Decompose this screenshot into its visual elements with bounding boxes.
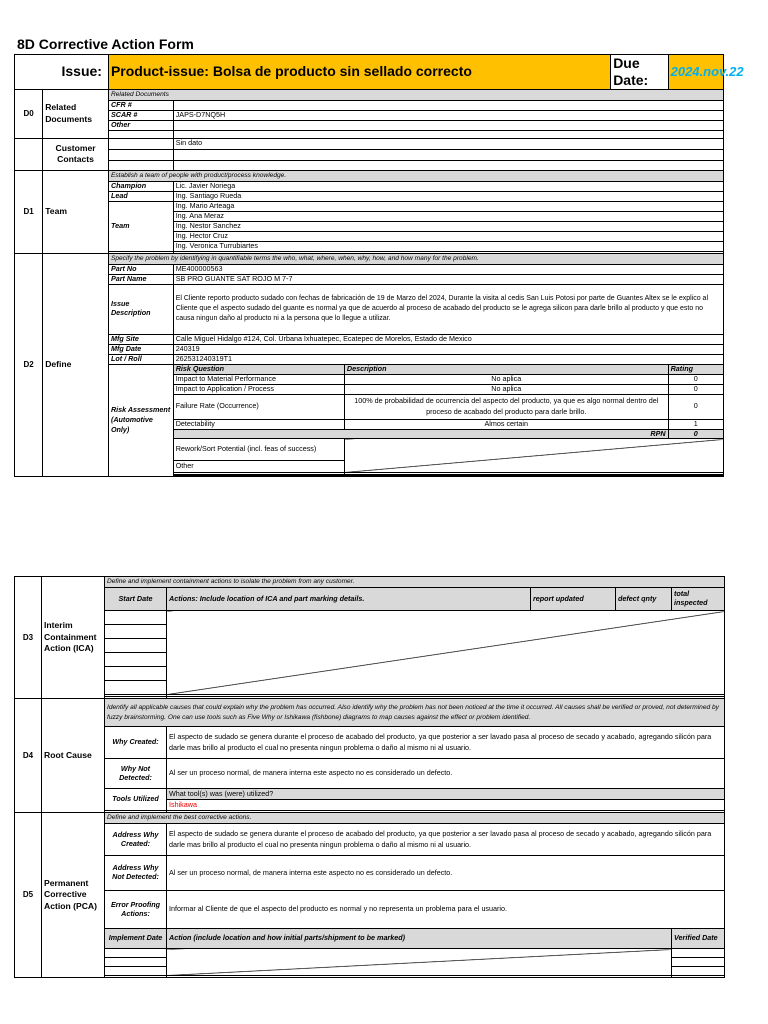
part-name-label: Part Name — [108, 274, 173, 284]
pca-action-header: Action (include location and how initial parts/shipment to be marked) — [167, 929, 672, 949]
issue-label: Issue: — [15, 55, 109, 90]
ica-start-date-header: Start Date — [105, 588, 167, 611]
part-no-value: ME400000563 — [173, 264, 723, 274]
due-date-value: 2024.nov.22 — [668, 55, 723, 90]
blank-cell — [173, 476, 344, 477]
scar-value: JAPS-D7NQ5H — [173, 110, 723, 120]
part-no-label: Part No — [108, 264, 173, 274]
team-member: Ing. Mario Arteaga — [173, 201, 723, 211]
team-member: Ing. Ana Meraz — [173, 211, 723, 221]
blank-cell — [105, 611, 167, 625]
mfg-date-label: Mfg Date — [108, 344, 173, 354]
rpn-label: RPN — [173, 429, 668, 439]
risk-description-header: Description — [344, 364, 668, 374]
d3-hint: Define and implement containment actions to isolate the problem from any customer. — [105, 577, 725, 588]
risk-description: 100% de probabilidad de ocurrencia del aspecto del producto, ya que es algo normal dentro del proceso de acabado del producto para darle brillo. — [344, 394, 668, 419]
risk-question: Impact to Material Performance — [173, 374, 344, 384]
blank-cell — [105, 653, 167, 667]
blank-cell — [108, 160, 173, 170]
risk-question: Failure Rate (Occurrence) — [173, 394, 344, 419]
error-proofing-value: Informar al Cliente de que el aspecto del producto es normal y no representa un problema para el usuario. — [167, 891, 725, 929]
blank-cell — [105, 967, 167, 976]
cfr-label: CFR # — [108, 100, 173, 110]
blank-slashed-cell — [167, 611, 725, 695]
d1-name: Team — [43, 170, 109, 253]
risk-rating: 0 — [668, 384, 723, 394]
team-label: Team — [108, 201, 173, 251]
contacts-code-cell — [15, 138, 43, 170]
d5-code: D5 — [15, 813, 42, 978]
ica-actions-header: Actions: Include location of ICA and part marking details. — [167, 588, 531, 611]
d0-name: Related Documents — [43, 89, 109, 138]
address-why-created-value: El aspecto de sudado se genera durante el proceso de acabado del producto, ya que posterior a ser lavado pasa al proceso de secado y acabado, agregando silicón para darle mas brillo al producto el cual no presenta ningun problema o daño al mismo ni al usuario. — [167, 824, 725, 856]
blank-cell — [105, 681, 167, 695]
blank-cell — [108, 149, 173, 160]
d2-name: Define — [43, 253, 109, 477]
d2-code: D2 — [15, 253, 43, 477]
form-table-page2 — [14, 576, 725, 978]
lead-label: Lead — [108, 191, 173, 201]
d4-name: Root Cause — [42, 699, 105, 813]
team-member: Ing. Veronica Turrubiartes — [173, 241, 723, 251]
d3-code: D3 — [15, 577, 42, 699]
blank-cell — [105, 639, 167, 653]
blank-cell — [105, 958, 167, 967]
risk-description: No aplica — [344, 384, 668, 394]
tools-question: What tool(s) was (were) utilized? — [167, 789, 725, 800]
pca-implement-date-header: Implement Date — [105, 929, 167, 949]
tools-utilized-label: Tools Utilized — [105, 789, 167, 811]
ica-report-updated-header: report updated — [531, 588, 616, 611]
blank-cell — [344, 476, 723, 477]
d5-hint: Define and implement the best corrective actions. — [105, 813, 725, 824]
risk-description: No aplica — [344, 374, 668, 384]
lot-label: Lot / Roll — [108, 354, 173, 364]
team-member: Ing. Nestor Sanchez — [173, 221, 723, 231]
blank-cell — [108, 130, 173, 138]
blank-cell — [167, 976, 672, 978]
rpn-value: 0 — [668, 429, 723, 439]
other-doc-label: Other — [108, 120, 173, 130]
blank-cell — [173, 160, 723, 170]
blank-cell — [672, 949, 725, 958]
blank-slashed-cell — [344, 439, 723, 473]
tools-value: Ishikawa — [167, 800, 725, 811]
why-not-detected-label: Why Not Detected: — [105, 759, 167, 789]
issue-desc-label: Issue Description — [108, 284, 173, 334]
risk-assessment-label: Risk Assessment (Automotive Only) — [108, 364, 173, 477]
d1-hint: Establish a team of people with product/process knowledge. — [108, 170, 723, 181]
risk-rating: 1 — [668, 419, 723, 429]
risk-question: Impact to Application / Process — [173, 384, 344, 394]
d1-code: D1 — [15, 170, 43, 253]
other-doc-value — [173, 120, 723, 130]
team-member: Ing. Hector Cruz — [173, 231, 723, 241]
why-not-detected-value: Al ser un proceso normal, de manera interna este aspecto no es considerado un defecto. — [167, 759, 725, 789]
blank-cell — [173, 149, 723, 160]
error-proofing-label: Error Proofing Actions: — [105, 891, 167, 929]
why-created-value: El aspecto de sudado se genera durante el proceso de acabado del producto, ya que posterior a ser lavado pasa al proceso de secado y acabado, agregando silicón para darle mas brillo al producto el cual no presenta ningun problema o daño al mismo ni al usuario. — [167, 727, 725, 759]
d0-code: D0 — [15, 89, 43, 138]
form-table-page1 — [14, 54, 744, 477]
extra-question: Other — [173, 461, 344, 473]
mfg-site-value: Calle Miguel Hidalgo #124, Col. Urbana Ixhuatepec, Ecatepec de Morelos, Estado de Mexico — [173, 334, 723, 344]
champion-value: Lic. Javier Noriega — [173, 181, 723, 191]
contacts-name: Customer Contacts — [43, 138, 109, 170]
extra-question: Rework/Sort Potential (incl. feas of success) — [173, 439, 344, 461]
address-why-created-label: Address Why Created: — [105, 824, 167, 856]
lead-value: Ing. Santiago Rueda — [173, 191, 723, 201]
cfr-value — [173, 100, 723, 110]
blank-cell — [105, 625, 167, 639]
ica-defect-qnty-header: defect qnty — [616, 588, 672, 611]
d2-hint: Specify the problem by identifying in quantifiable terms the who, what, where, when, why, how, and how many for the problem. — [108, 253, 723, 264]
blank-cell — [672, 958, 725, 967]
form-title: 8D Corrective Action Form — [17, 36, 194, 52]
blank-cell — [105, 949, 167, 958]
risk-rating-header: Rating — [668, 364, 723, 374]
d4-code: D4 — [15, 699, 42, 813]
why-created-label: Why Created: — [105, 727, 167, 759]
blank-slashed-cell — [167, 949, 672, 976]
risk-question-header: Risk Question — [173, 364, 344, 374]
d3-name: Interim Containment Action (ICA) — [42, 577, 105, 699]
ica-total-inspected-header: total inspected — [672, 588, 725, 611]
blank-cell — [108, 138, 173, 149]
pca-verified-date-header: Verified Date — [672, 929, 725, 949]
issue-desc-value: El Cliente reporto producto sudado con fechas de fabricación de 19 de Marzo del 2024, Durante la visita al cedis San Luis Potosi por parte de Guantes Altex se le explico al Cliente que el aspecto sudado del guante es normal ya que de acuerdo al proceso de acabado del producto se le agrega silicon para darle brillo al producto y que esto no causa ningun daño al producto ni a la persona que lo llegue a utilizar. — [173, 284, 723, 334]
lot-value: 262531240319T1 — [173, 354, 723, 364]
d4-hint: Identify all applicable causes that could explain why the problem has occurred. Also identify why the problem has not been noticed at the time it occurred. All causes shall be verified or proved, not determined by fuzzy brainstorming. One can use tools such as Five Why or Ishikawa (fishbone) diagrams to map causes against the effect or problem identified. — [105, 699, 725, 727]
mfg-date-value: 240319 — [173, 344, 723, 354]
address-why-not-detected-value: Al ser un proceso normal, de manera interna este aspecto no es considerado un defecto. — [167, 856, 725, 891]
scar-label: SCAR # — [108, 110, 173, 120]
blank-cell — [173, 130, 723, 138]
risk-description: Almos certain — [344, 419, 668, 429]
contacts-value: Sin dato — [173, 138, 723, 149]
champion-label: Champion — [108, 181, 173, 191]
d0-hint: Related Documents — [108, 89, 723, 100]
risk-rating: 0 — [668, 394, 723, 419]
blank-cell — [105, 667, 167, 681]
risk-question: Detectability — [173, 419, 344, 429]
blank-cell — [672, 976, 725, 978]
due-date-label: Due Date: — [611, 55, 668, 90]
part-name-value: SB PRO GUANTE SAT ROJO M 7-7 — [173, 274, 723, 284]
address-why-not-detected-label: Address Why Not Detected: — [105, 856, 167, 891]
blank-cell — [105, 976, 167, 978]
risk-rating: 0 — [668, 374, 723, 384]
issue-value: Product-issue: Bolsa de producto sin sellado correcto — [108, 55, 610, 90]
d5-name: Permanent Corrective Action (PCA) — [42, 813, 105, 978]
issue-header-row — [15, 55, 724, 90]
mfg-site-label: Mfg Site — [108, 334, 173, 344]
blank-cell — [672, 967, 725, 976]
